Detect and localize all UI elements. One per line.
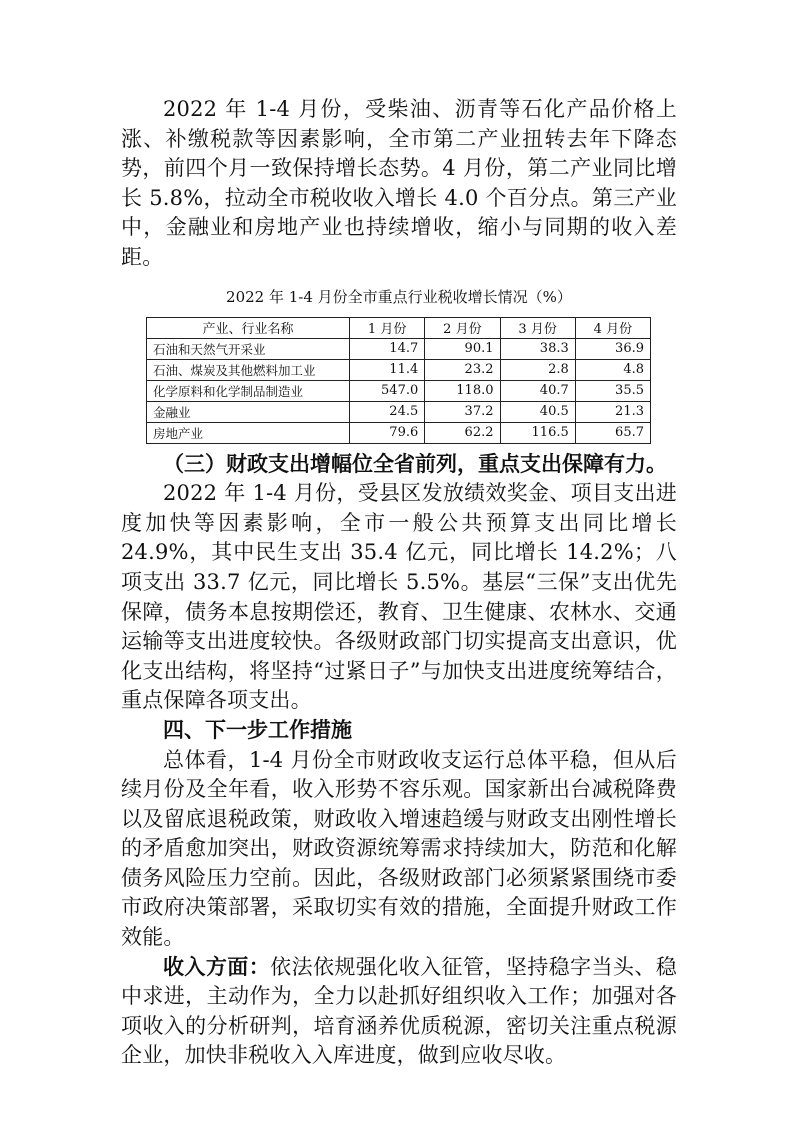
section-heading-expenditure: （三）财政支出增幅位全省前列，重点支出保障有力。 <box>163 451 667 476</box>
header-feb: 2 月份 <box>425 317 500 338</box>
paragraph-expenditure: 2022 年 1-4 月份，受县区发放绩效奖金、项目支出进度加快等因素影响，全市一般公共预算支出同比增长 24.9%，其中民生支出 35.4 亿元，同比增长 14.2%；八项支出 33.7 亿元，同比增长 5.5%。基层“三保”支出优先保障，债务本息按期偿还，教育、卫生健康、农林水、交通运输等支出进度较快。各级财政部门切实提高支出意识，优化支出结构，将坚持“过紧日子”与加快支出进度统筹结合，重点保障各项支出。 <box>121 481 677 713</box>
cell-jan: 547.0 <box>350 380 425 401</box>
table-row <box>147 380 651 401</box>
table-row <box>147 401 651 422</box>
cell-jan: 11.4 <box>350 359 425 380</box>
table-row <box>147 359 651 380</box>
header-industry-name: 产业、行业名称 <box>147 317 350 338</box>
header-mar: 3 月份 <box>500 317 575 338</box>
cell-mar: 38.3 <box>500 338 575 359</box>
income-lead: 收入方面： <box>163 954 271 979</box>
table-caption: 2022 年 1-4 月份全市重点行业税收增长情况（%） <box>226 287 572 306</box>
cell-feb: 118.0 <box>425 380 500 401</box>
cell-feb: 62.2 <box>425 422 500 443</box>
cell-mar: 40.7 <box>500 380 575 401</box>
cell-apr: 36.9 <box>575 338 650 359</box>
cell-jan: 79.6 <box>350 422 425 443</box>
cell-industry-name: 房地产业 <box>147 422 350 443</box>
industry-tax-growth-table <box>146 317 651 444</box>
cell-industry-name: 石油和天然气开采业 <box>147 338 350 359</box>
cell-feb: 37.2 <box>425 401 500 422</box>
cell-apr: 35.5 <box>575 380 650 401</box>
cell-mar: 116.5 <box>500 422 575 443</box>
header-apr: 4 月份 <box>575 317 650 338</box>
cell-apr: 21.3 <box>575 401 650 422</box>
cell-apr: 4.8 <box>575 359 650 380</box>
cell-jan: 24.5 <box>350 401 425 422</box>
cell-industry-name: 金融业 <box>147 401 350 422</box>
paragraph-next-steps: 总体看，1-4 月份全市财政收支运行总体平稳，但从后续月份及全年看，收入形势不容乐观。国家新出台减税降费以及留底退税政策，财政收入增速趋缓与财政支出刚性增长的矛盾愈加突出，财政资源统筹需求持续加大，防范和化解债务风险压力空前。因此，各级财政部门必须紧紧围绕市委市政府决策部署，采取切实有效的措施，全面提升财政工作效能。 <box>121 747 677 950</box>
paragraph-secondary-industry: 2022 年 1-4 月份，受柴油、沥青等石化产品价格上涨、补缴税款等因素影响，全市第二产业扭转去年下降态势，前四个月一致保持增长态势。4 月份，第二产业同比增长 5.8%，拉动全市税收收入增长 4.0 个百分点。第三产业中，金融业和房地产业也持续增收，缩小与同期的收入差距。 <box>121 97 677 269</box>
cell-industry-name: 石油、煤炭及其他燃料加工业 <box>147 359 350 380</box>
cell-mar: 2.8 <box>500 359 575 380</box>
cell-industry-name: 化学原料和化学制品制造业 <box>147 380 350 401</box>
header-jan: 1 月份 <box>350 317 425 338</box>
income-text: 依法依规强化收入征管，坚持稳字当头、稳中求进，主动作为，全力以赴抓好组织收入工作；加强对各项收入的分析研判，培育涵养优质税源，密切关注重点税源企业，加快非税收入入库进度，做到应收尽收。 <box>121 954 677 1068</box>
document-page <box>121 95 677 1071</box>
table-row <box>147 422 651 443</box>
cell-mar: 40.5 <box>500 401 575 422</box>
cell-feb: 23.2 <box>425 359 500 380</box>
table-row <box>147 338 651 359</box>
paragraph-income <box>121 953 677 1071</box>
cell-apr: 65.7 <box>575 422 650 443</box>
cell-feb: 90.1 <box>425 338 500 359</box>
section-heading-next-steps: 四、下一步工作措施 <box>163 717 352 742</box>
table-header-row <box>147 317 651 338</box>
cell-jan: 14.7 <box>350 338 425 359</box>
